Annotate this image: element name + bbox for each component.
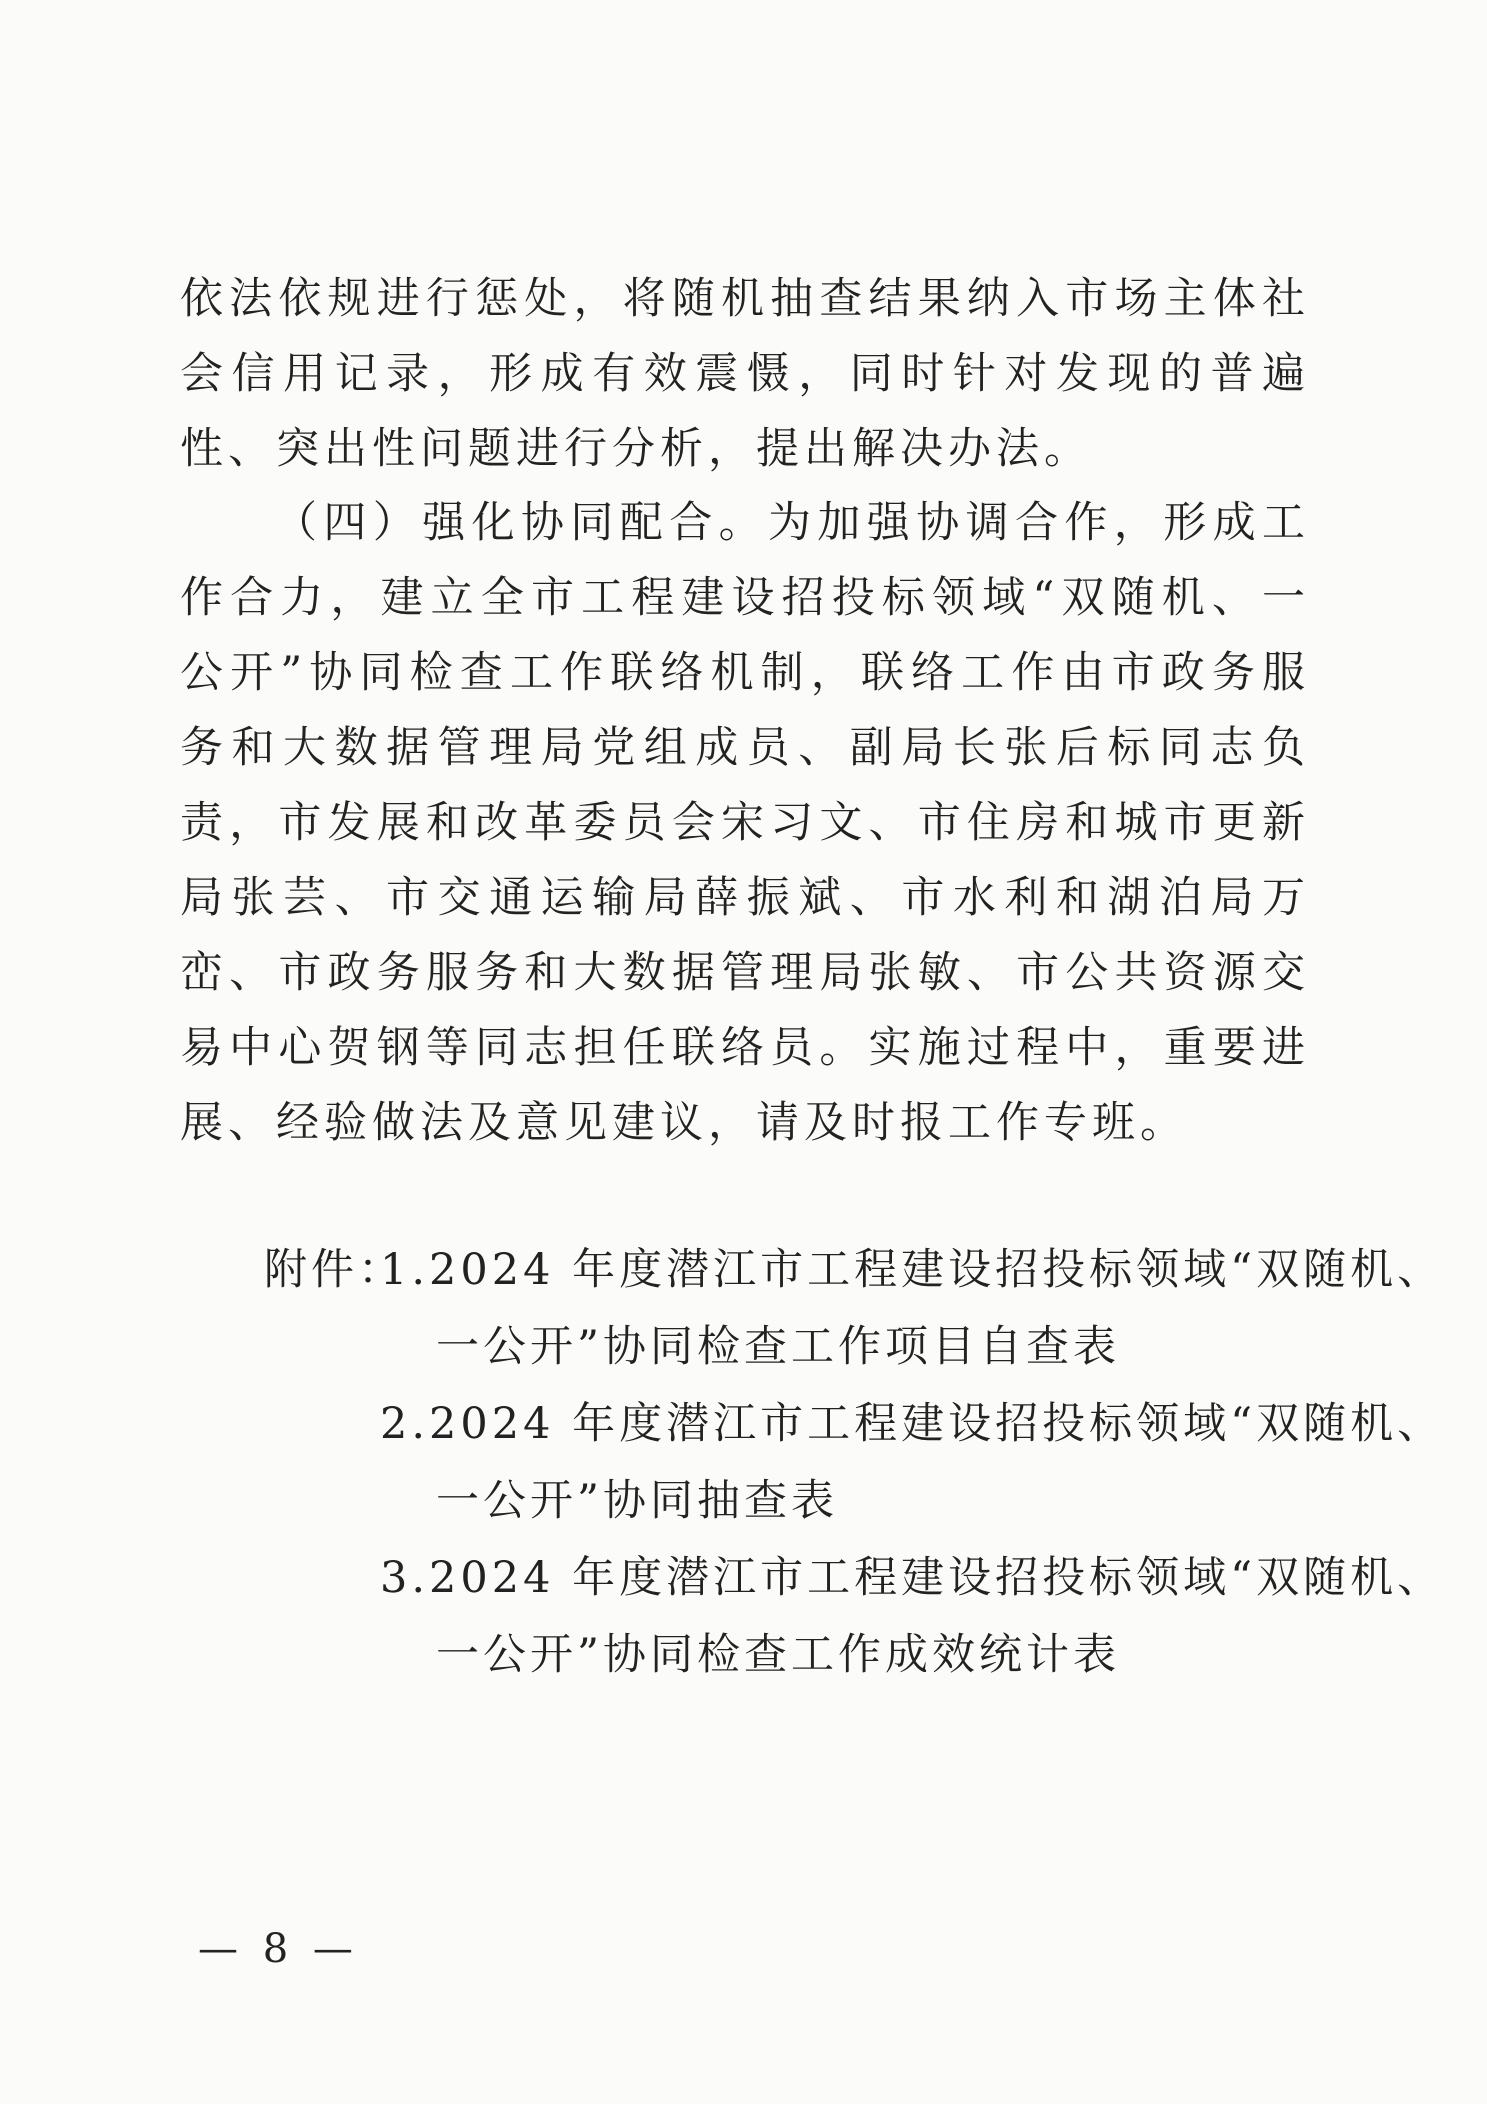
attachment-3-line-2: 一公开”协同检查工作成效统计表 <box>436 1630 1120 1680</box>
attachment-2-line-1: 2.2024 年度潜江市工程建设招投标领域“双随机、 <box>380 1399 1445 1449</box>
body-paragraph-1: 依法依规进行惩处，将随机抽查结果纳入市场主体社会信用记录，形成有效震慑，同时针对发现的普遍性、突出性问题进行分析，提出解决办法。 <box>180 274 1310 474</box>
page-number: — 8 — <box>198 1926 359 1972</box>
attachment-2-line-2: 一公开”协同抽查表 <box>436 1476 838 1526</box>
attachment-1-line-2: 一公开”协同检查工作项目自查表 <box>436 1322 1120 1372</box>
attachments-label: 附件： <box>264 1245 405 1295</box>
attachment-1-line-1: 1.2024 年度潜江市工程建设招投标领域“双随机、 <box>380 1245 1445 1295</box>
body-paragraph-2: （四）强化协同配合。为加强协调合作，形成工作合力，建立全市工程建设招投标领域“双随机、一公开”协同检查工作联络机制，联络工作由市政务服务和大数据管理局党组成员、副局长张后标同志负责，市发展和改革委员会宋习文、市住房和城市更新局张芸、市交通运输局薛振斌、市水利和湖泊局万峦、市政务服务和大数据管理局张敏、市公共资源交易中心贺钢等同志担任联络员。实施过程中，重要进展、经验做法及意见建议，请及时报工作专班。 <box>180 498 1310 1148</box>
attachment-3-line-1: 3.2024 年度潜江市工程建设招投标领域“双随机、 <box>380 1553 1445 1603</box>
